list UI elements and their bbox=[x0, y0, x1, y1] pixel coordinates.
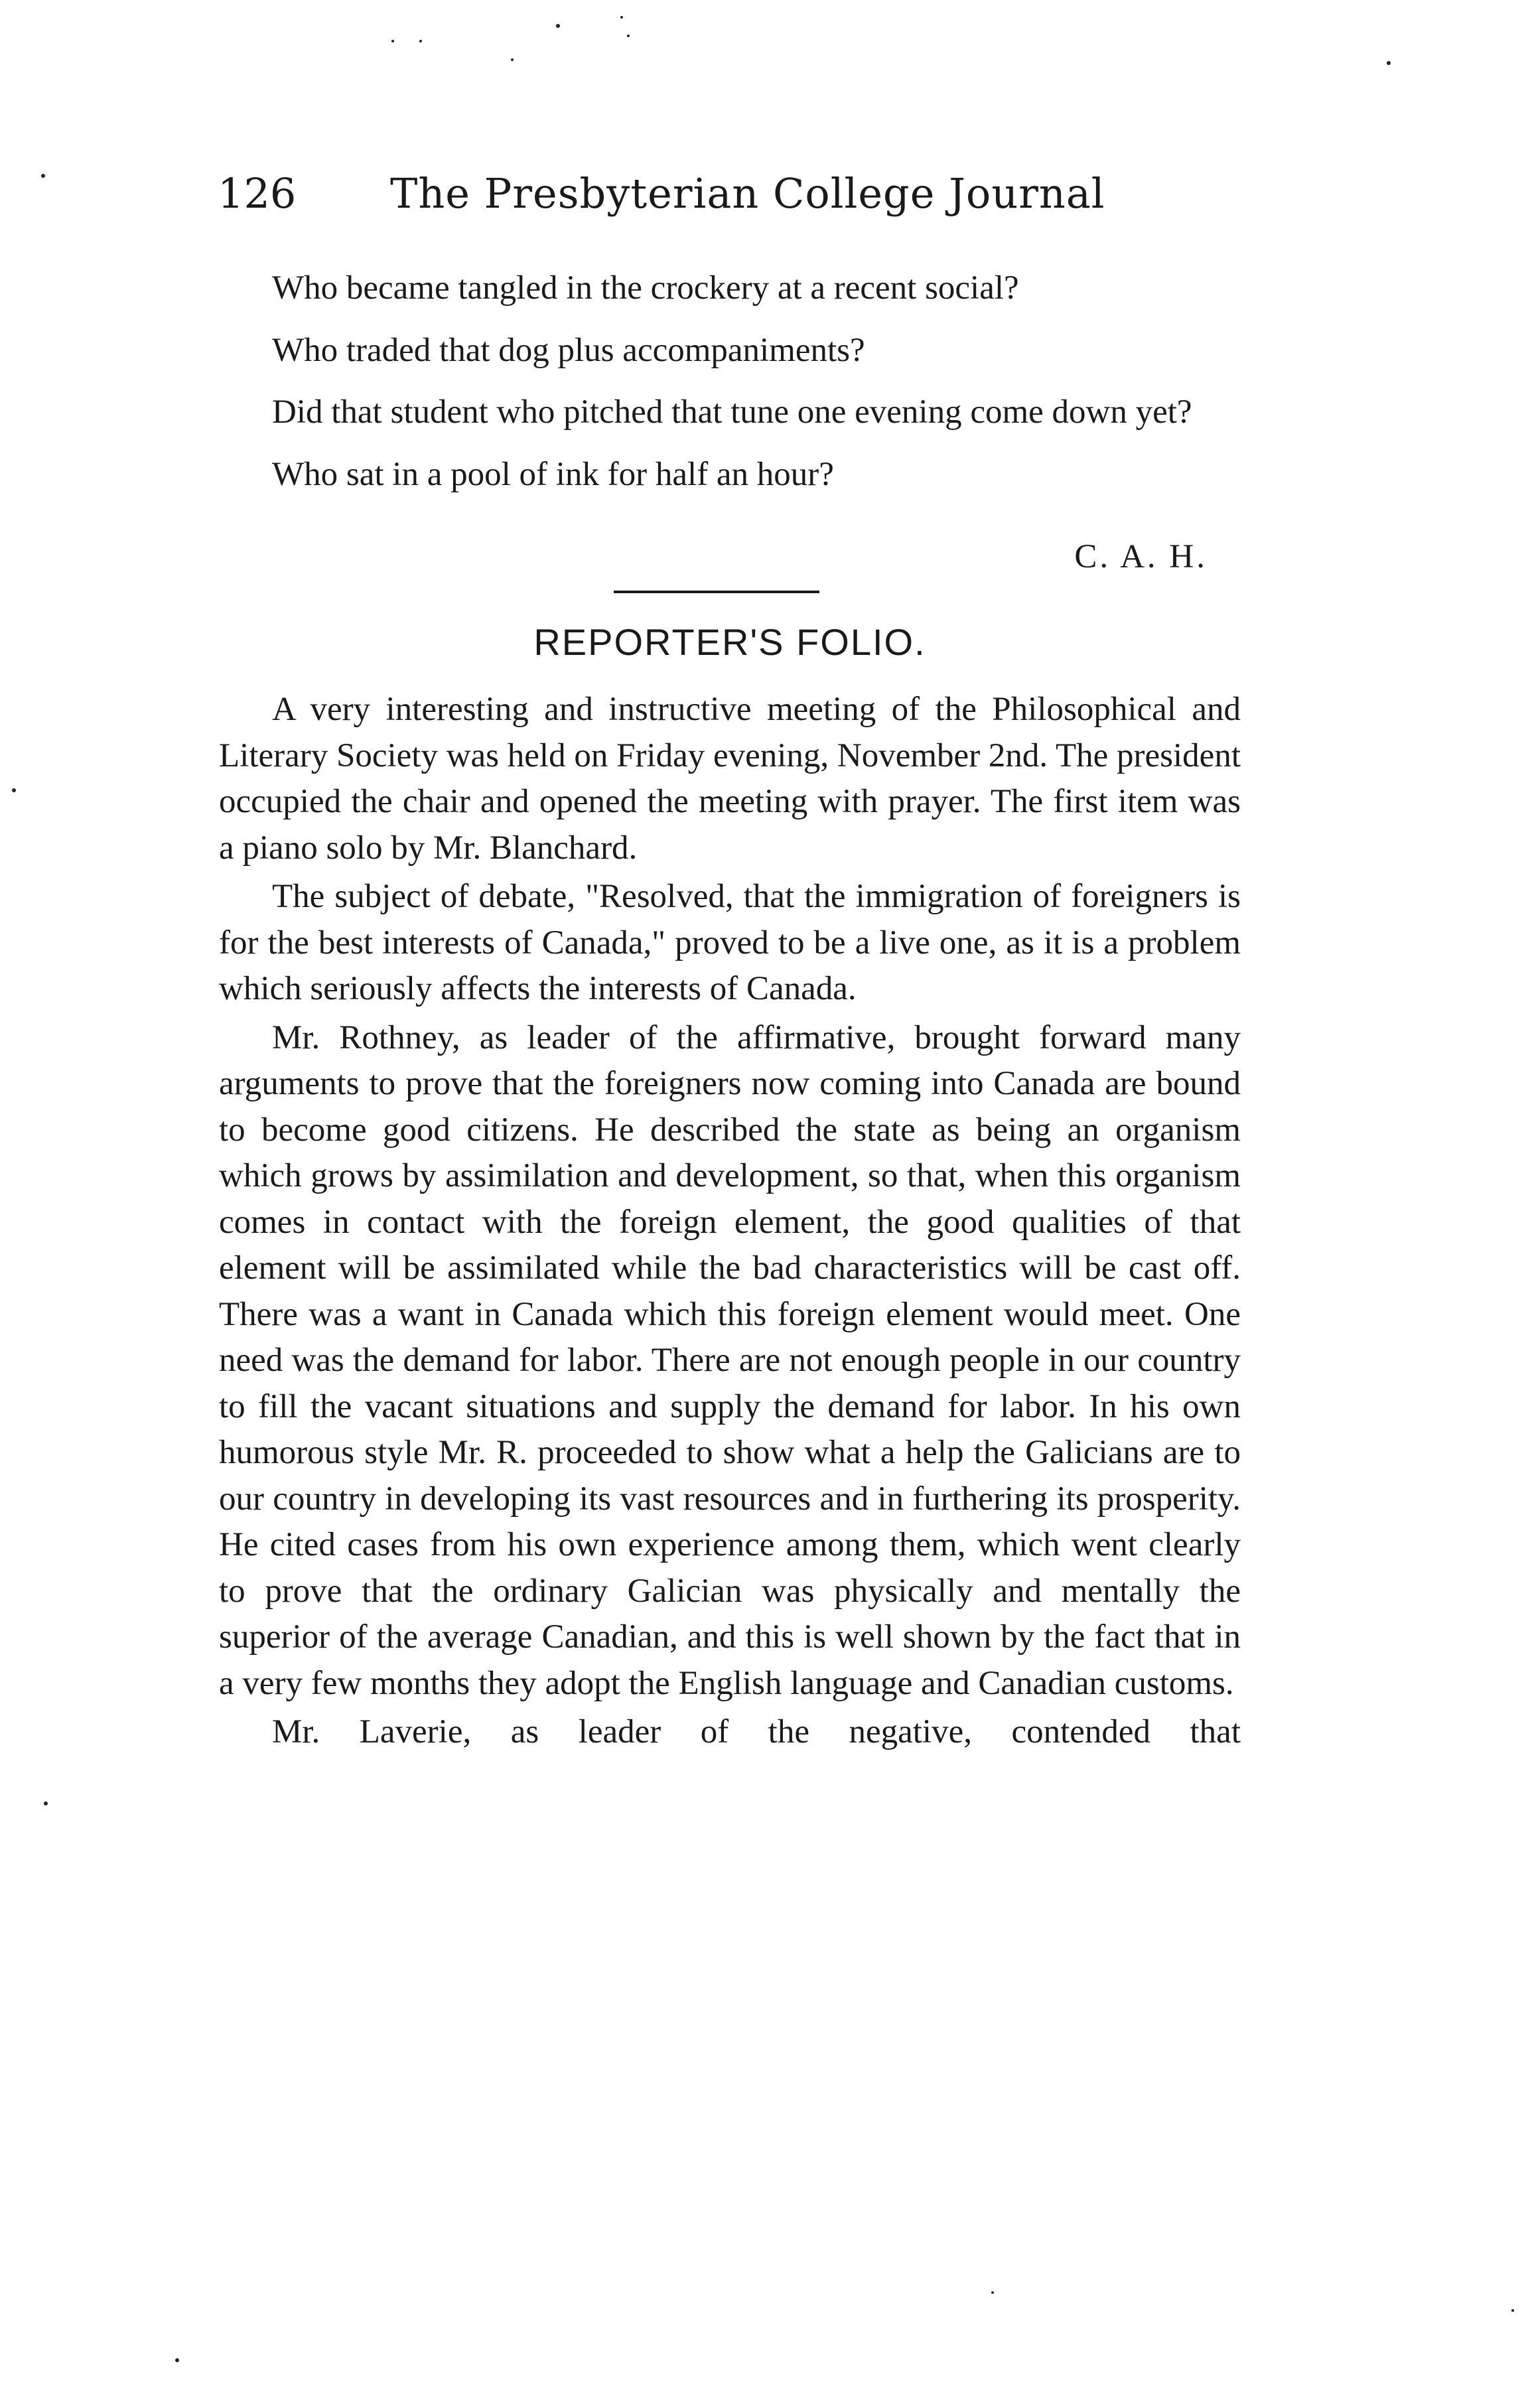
scan-speck bbox=[1511, 2309, 1514, 2312]
scan-speck bbox=[511, 58, 514, 61]
scan-speck bbox=[44, 1802, 48, 1806]
question-item: Who became tangled in the crockery at a recent social? bbox=[272, 269, 1019, 307]
scan-speck bbox=[12, 788, 16, 792]
reporters-folio-body bbox=[219, 687, 1241, 1758]
scan-speck bbox=[391, 40, 394, 42]
page-number: 126 bbox=[218, 169, 297, 218]
scan-speck bbox=[556, 24, 560, 28]
paragraph: The subject of debate, "Resolved, that the immigration of foreigners is for the best interests of Canada," proved to be a live one, as it is a problem which seriously affects the interests of Canada. bbox=[219, 878, 1241, 1007]
paragraph: Mr. Laverie, as leader of the negative, contended that bbox=[272, 1713, 1241, 1750]
section-title: REPORTER'S FOLIO. bbox=[533, 621, 926, 663]
scan-speck bbox=[41, 174, 45, 178]
scan-speck bbox=[1387, 61, 1391, 65]
scan-speck bbox=[620, 16, 623, 19]
scan-speck bbox=[627, 35, 630, 37]
paragraph: A very interesting and instructive meeting of the Philosophical and Literary Society was held on Friday evening, November 2nd. The president occupied the chair and opened the meeting with prayer. The first item was a piano solo by Mr. Blanchard. bbox=[219, 691, 1241, 867]
running-header bbox=[218, 169, 1213, 218]
scan-speck bbox=[175, 2358, 179, 2362]
section-divider bbox=[614, 591, 819, 593]
questions-block bbox=[219, 265, 1241, 498]
question-item: Who traded that dog plus accompaniments? bbox=[272, 331, 865, 369]
paragraph: Mr. Rothney, as leader of the affirmative, brought forward many arguments to prove that the foreigners now coming into Canada are bound to become good citizens. He described the state as being an organism which grows by assimilation and development, so that, when this organism comes in contact with the foreign element, the good qualities of that element will be assimilated while the bad characteristics will be cast off. There was a want in Canada which this foreign element would meet. One need was the demand for labor. There are not enough people in our country to fill the vacant situations and supply the demand for labor. In his own humorous style Mr. R. proceeded to show what a help the Galicians are to our country in developing its vast resources and in furthering its prosperity. He cited cases from his own experience among them, which went clearly to prove that the ordinary Galician was physically and mentally the superior of the average Canadian, and this is well shown by the fact that in a very few months they adopt the English language and Canadian customs. bbox=[219, 1019, 1241, 1702]
scan-speck bbox=[991, 2291, 994, 2294]
question-item: Did that student who pitched that tune one evening come down yet? bbox=[272, 393, 1192, 431]
scan-speck bbox=[419, 40, 422, 42]
question-item: Who sat in a pool of ink for half an hour? bbox=[272, 455, 834, 493]
journal-title: The Presbyterian College Journal bbox=[390, 169, 1105, 218]
signature: C. A. H. bbox=[1074, 538, 1208, 575]
